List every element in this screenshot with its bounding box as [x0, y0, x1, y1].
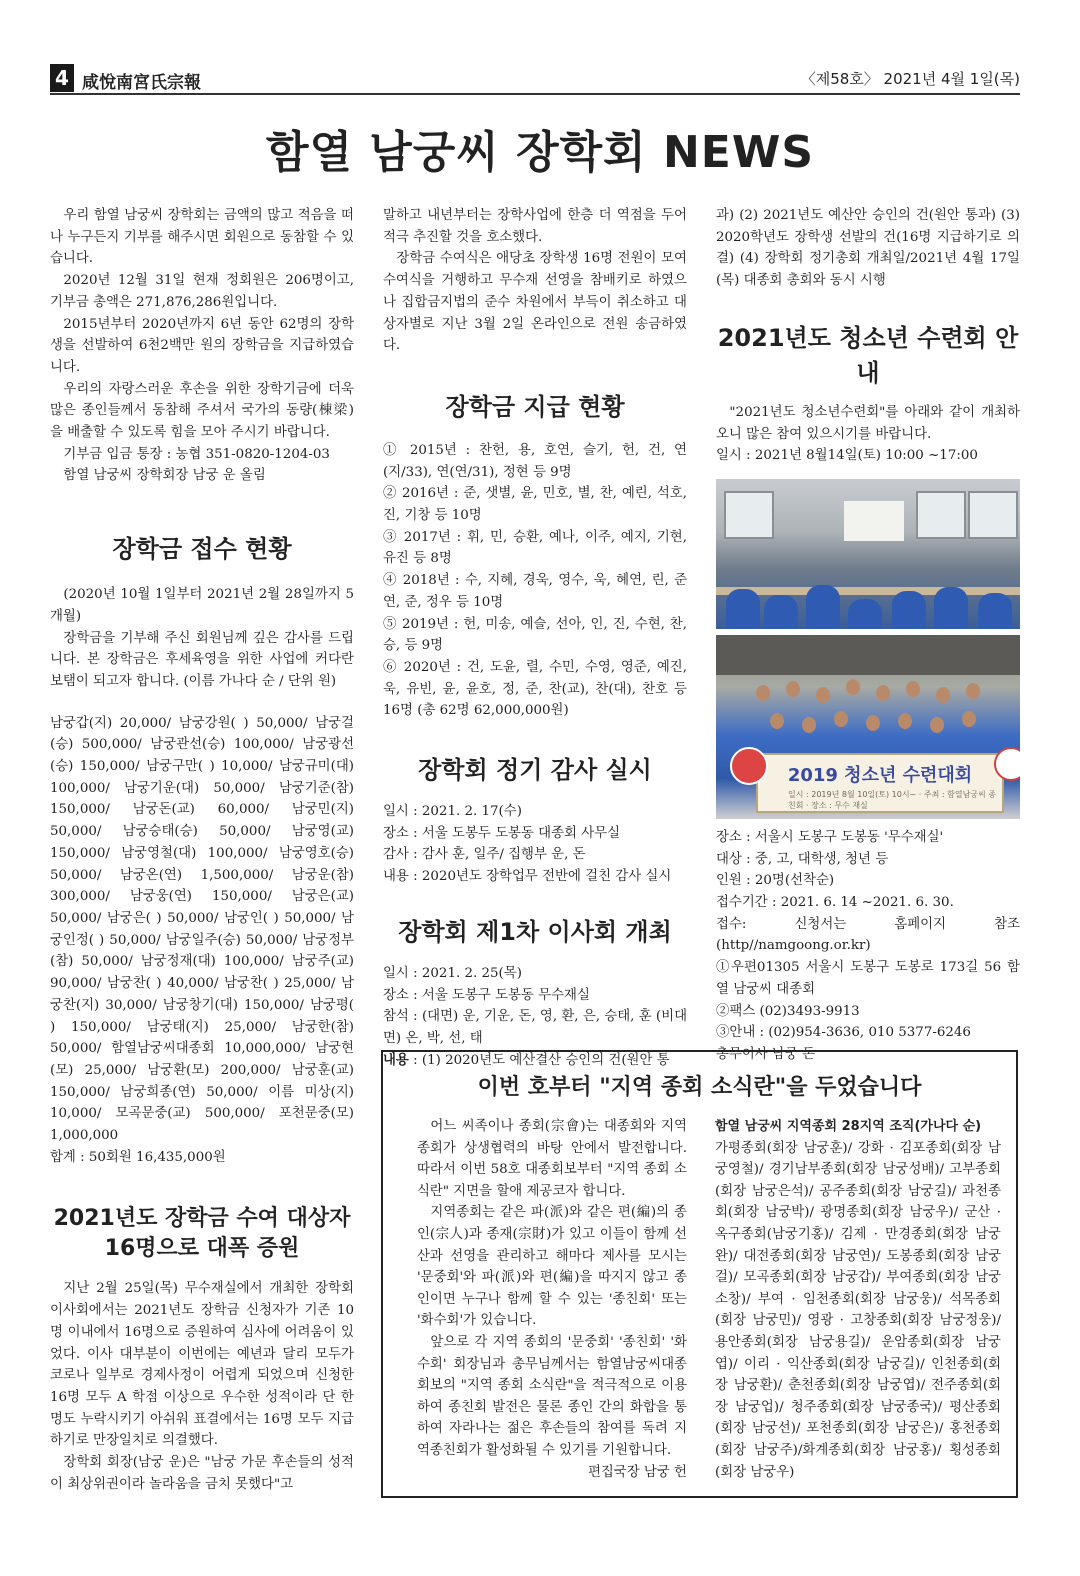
- banner-logo-left: [730, 747, 768, 785]
- increase-paragraph: 장학회 회장(남궁 운)은 "남궁 가문 후손들의 성적이 최상위권이라 놀라움을 금치 못했다"고: [50, 1455, 354, 1492]
- board-date: 일시 : 2021. 2. 25(목): [383, 965, 522, 981]
- box-column-1: [417, 1116, 687, 1483]
- increase-heading-line2: 16명으로 대폭 증원: [104, 1236, 300, 1262]
- org-heading: 함열 남궁씨 지역종회 28지역 조직(가나다 순): [715, 1119, 982, 1134]
- box-column-2: [715, 1116, 1001, 1483]
- banner-subtext: 일시 : 2019년 8월 10일(토) 10시~ · 주최 : 함열남궁씨 종친회 · 장소 : 무수 재실: [788, 789, 997, 810]
- receipt-period: (2020년 10월 1일부터 2021년 2월 28일까지 5개월): [50, 587, 354, 624]
- continued-paragraph: 말하고 내년부터는 장학사업에 한층 더 역점을 두어 적극 추진할 것을 호소했다.: [383, 208, 687, 245]
- box-signature: 편집국장 남궁 헌: [587, 1464, 687, 1480]
- main-title: 함열 남궁씨 장학회 NEWS: [265, 127, 815, 178]
- payment-item: ① 2015년 : 찬헌, 용, 호연, 슬기, 헌, 건, 연(지/33), 연(연/31), 정현 등 9명: [383, 442, 687, 480]
- org-list: 가평종회(회장 남궁훈)/ 강화 · 김포종회(회장 남궁영철)/ 경기남부종회(회장 남궁성배)/ 고부종회(회장 남궁은석)/ 공주종회(회장 남궁길)/ 과천종회(회장 남궁박)/ 광명종회(회장 남궁우)/ 군산 · 옥구종회(남궁기홍)/ 김제 · 만경종회(회장 남궁완)/ 대전종회(회장 남궁연)/ 도봉종회(회장 남궁걸)/ 모곡종회(회장 남궁갑)/ 부여종회(회장 남궁소창)/ 부여 · 임천종회(회장 남궁웅)/ 석목종회(회장 남궁민)/ 영광 · 고창종회(회장 남궁정웅)/ 용안종회(회장 남궁용길)/ 운암종회(회장 남궁엽)/ 이리 · 익산종회(회장 남궁길)/ 인천종회(회장 남궁환)/ 춘천종회(회장 남궁엽)/ 전주종회(회장 남궁업)/ 청주종회(회장 남궁종국)/ 평산종회(회장 남궁선)/ 포천종회(회장 남궁은)/ 홍천종회(회장 남궁주)/화계종회(회장 남궁홍)/ 횡성종회(회장 남궁우): [715, 1140, 1001, 1480]
- audit-heading: 장학회 정기 감사 실시: [418, 756, 652, 785]
- box-paragraph: 어느 씨족이나 종회(宗會)는 대종회와 지역 종회가 상생협력의 바탕 안에서 발전합니다. 따라서 이번 58호 대종회보부터 "지역 종회 소식란" 지면을 할애 제공코자 합니다.: [417, 1119, 687, 1199]
- board-content-text: : (1) 2020년도 예산결산 승인의 건(원안 통: [408, 1052, 670, 1068]
- intro-paragraph: 우리의 자랑스러운 후손을 위한 장학기금에 더욱 많은 종인들께서 동참해 주셔서 국가의 동량(棟梁)을 배출할 수 있도록 힘을 모아 주시기 바랍니다.: [50, 381, 354, 441]
- event-banner: [756, 753, 1004, 813]
- banner-logo-right: [994, 747, 1020, 781]
- youth-intro: "2021년도 청소년수련회"를 아래와 같이 개최하오니 많은 참여 있으시기를 바랍니다.: [716, 404, 1020, 442]
- board-attendees: 참석 : (대면) 운, 기운, 돈, 영, 환, 은, 승태, 훈 (비대면) 온, 박, 선, 태: [383, 1009, 687, 1046]
- youth-mail: ①우편01305 서울시 도봉구 도봉로 173길 56 함열 남궁씨 대종회: [716, 960, 1020, 997]
- increase-heading-line1: 2021년도 장학금 수여 대상자: [53, 1206, 351, 1232]
- header-rule: [50, 93, 1020, 95]
- payment-item: ② 2016년 : 준, 샛별, 윤, 민호, 별, 찬, 예린, 석호, 진, 기창 등 10명: [383, 486, 687, 524]
- intro-paragraph: 우리 함열 남궁씨 장학회는 금액의 많고 적음을 떠나 누구든지 기부를 해주시면 회원으로 동참할 수 있습니다.: [50, 208, 354, 267]
- youth-fax: ②팩스 (02)3493-9913: [716, 1003, 860, 1019]
- youth-application: 접수: 신청서는 홈페이지 참조(http//namgoong.or.kr): [716, 916, 1020, 954]
- payment-item: ③ 2017년 : 휘, 민, 승환, 예나, 이주, 예지, 기현, 유진 등 8명: [383, 529, 687, 567]
- board-heading: 장학회 제1차 이사회 개최: [398, 917, 672, 946]
- board-place: 장소 : 서울 도봉구 도봉동 무수재실: [383, 987, 590, 1003]
- box-paragraph: 지역종회는 같은 파(派)와 같은 편(編)의 종인(宗人)과 종재(宗財)가 있고 이들이 함께 선산과 선영을 관리하고 해마다 제사를 모시는 '문중회'와 파(派)와 편(編)을 따지지 않고 종인이면 누구나 함께 할 수 있는 '종친회' 또는 '화수회'가 있습니다.: [417, 1205, 687, 1329]
- audit-members: 감사 : 감사 훈, 일주/ 집행부 운, 돈: [383, 847, 586, 863]
- donor-total: 합계 : 50회원 16,435,000원: [50, 1149, 226, 1165]
- audit-content: 내용 : 2020년도 장학업무 전반에 걸친 감사 실시: [383, 869, 672, 885]
- intro-paragraph: 2020년 12월 31일 현재 정회원은 206명이고, 기부금 총액은 271,876,286원입니다.: [50, 273, 354, 310]
- increase-heading: [50, 1204, 354, 1264]
- paper-name: 咸悅南宮氏宗報: [82, 73, 201, 93]
- youth-contact: 총무이사 남궁 돈: [716, 1046, 816, 1062]
- youth-period: 접수기간 : 2021. 6. 14 ~2021. 6. 30.: [716, 895, 954, 911]
- payment-item: ⑤ 2019년 : 헌, 미송, 예슬, 선아, 인, 진, 수현, 찬, 승, 등 9명: [383, 616, 687, 654]
- receipt-heading: 장학금 접수 현황: [112, 535, 292, 564]
- ceremony-paragraph: 장학금 수여식은 애당초 장학생 16명 전원이 모여 수여식을 거행하고 무수재 선영을 참배키로 하였으나 집합금지법의 준수 차원에서 부득이 취소하고 대상자별로 지난 3월 2일 온라인으로 전원 송금하였다.: [383, 251, 687, 354]
- classroom-photo: [716, 479, 1020, 629]
- receipt-thanks: 장학금을 기부해 주신 회원님께 깊은 감사를 드립니다. 본 장학금은 후세육영을 위한 사업에 커다란 보탬이 되고자 합니다. (이름 가나다 순 / 단위 원): [50, 630, 354, 689]
- bank-account: 기부금 입금 통장 : 농협 351-0820-1204-03: [63, 446, 330, 462]
- payment-item: ⑥ 2020년 : 건, 도윤, 렬, 수민, 수영, 영준, 예진, 욱, 유빈, 윤, 윤호, 정, 준, 찬(교), 찬(대), 찬호 등 16명 (총 62명 62,000,000원): [383, 659, 687, 719]
- youth-heading: 2021년도 청소년 수련회 안내: [717, 323, 1019, 387]
- column-1: [50, 205, 354, 1495]
- youth-phone: ③안내 : (02)954-3636, 010 5377-6246: [716, 1025, 971, 1041]
- youth-place: 장소 : 서울시 도봉구 도봉동 '무수재실': [716, 829, 944, 845]
- youth-target: 대상 : 중, 고, 대학생, 청년 등: [716, 851, 889, 867]
- board-content-continued: 과) (2) 2021년도 예산안 승인의 건(원안 통과) (3) 2020학년도 장학생 선발의 건(16명 지급하기로 의결) (4) 장학회 정기총회 개최일/2021년 4월 17일(목) 대종회 총회와 동시 시행: [716, 208, 1020, 289]
- payment-heading: 장학금 지급 현황: [445, 392, 625, 421]
- audit-date: 일시 : 2021. 2. 17(수): [383, 804, 522, 820]
- intro-signature: 함열 남궁씨 장학회장 남궁 운 올림: [63, 468, 266, 484]
- audit-place: 장소 : 서울 도봉두 도봉동 대종회 사무실: [383, 825, 621, 841]
- payment-item: ④ 2018년 : 수, 지혜, 경욱, 영수, 욱, 혜연, 린, 준연, 준, 정우 등 10명: [383, 573, 687, 610]
- issue-date: 〈제58호〉 2021년 4월 1일(목): [800, 70, 1020, 88]
- regional-news-box: [381, 1050, 1018, 1498]
- box-paragraph: 앞으로 각 지역 종회의 '문중회' '종친회' '화수회' 회장님과 총무님께서는 함열남궁씨대종회보의 "지역 종회 소식란"을 적극적으로 이용하여 종친회 발전은 물론 종인 간의 화합을 통하여 자라나는 젊은 후손들의 참여를 독려 지역종친회가 활성화될 수 있기를 기원합니다.: [417, 1334, 687, 1458]
- increase-paragraph: 지난 2월 25일(목) 무수재실에서 개최한 장학회 이사회에서는 2021년도 장학금 신청자가 기존 10명 이내에서 16명으로 증원하여 심사에 어려움이 있었다. 이사 대부분이 이번에는 예년과 달리 모두가 코로나 일부로 경제사정이 어렵게 되었으며 신청한 16명 모두 A 학점 이상으로 우수한 성적이라 단 한 명도 누락시키기 아쉬워 표결에서는 16명 모두 지급하기로 만장일치로 의결했다.: [50, 1281, 354, 1449]
- donor-list: 남궁갑(지) 20,000/ 남궁강원( ) 50,000/ 남궁걸(승) 500,000/ 남궁관선(승) 100,000/ 남궁광선(승) 150,000/ 남궁구만( ) 10,000/ 남궁규미(대) 100,000/ 남궁기운(대) 50,000/ 남궁기준(참) 150,000/ 남궁돈(교) 60,000/ 남궁민(지) 50,000/ 남궁승태(승) 50,000/ 남궁영(교) 150,000/ 남궁영철(대) 100,000/ 남궁영호(승) 50,000/ 남궁온(연) 1,500,000/ 남궁운(참) 300,000/ 남궁웅(연) 150,000/ 남궁은(교) 50,000/ 남궁은( ) 50,000/ 남궁인( ) 50,000/ 남궁인정( ) 50,000/ 남궁일주(승) 50,000/ 남궁정부(참) 50,000/ 남궁정재(대) 100,000/ 남궁주(교) 90,000/ 남궁찬( ) 40,000/ 남궁찬( ) 25,000/ 남궁찬(지) 30,000/ 남궁창기(대) 150,000/ 남궁평( ) 150,000/ 남궁태(지) 25,000/ 남궁한(참) 50,000/ 함열남궁씨대종회 10,000,000/ 남궁현(모) 25,000/ 남궁환(모) 200,000/ 남궁훈(교) 150,000/ 남궁희종(연) 50,000/ 이름 미상(지) 10,000/ 모곡문중(교) 500,000/ 포천문중(모) 1,000,000: [50, 715, 354, 1144]
- youth-date: 일시 : 2021년 8월14일(토) 10:00 ~17:00: [716, 448, 978, 464]
- banner-text: 2019 청소년 수련대회: [787, 764, 973, 786]
- column-2: [383, 205, 687, 1071]
- box-heading: 이번 호부터 "지역 종회 소식란"을 두었습니다: [477, 1075, 922, 1100]
- column-3: [716, 205, 1020, 1066]
- page-number: 4: [50, 64, 74, 92]
- board-content-label: 내용: [383, 1052, 409, 1068]
- youth-capacity: 인원 : 20명(선착순): [716, 873, 835, 889]
- page-header: [50, 64, 1020, 94]
- intro-paragraph: 2015년부터 2020년까지 6년 동안 62명의 장학생을 선발하여 6천2백만 원의 장학금을 지급하였습니다.: [50, 316, 354, 375]
- group-photo: [716, 635, 1020, 819]
